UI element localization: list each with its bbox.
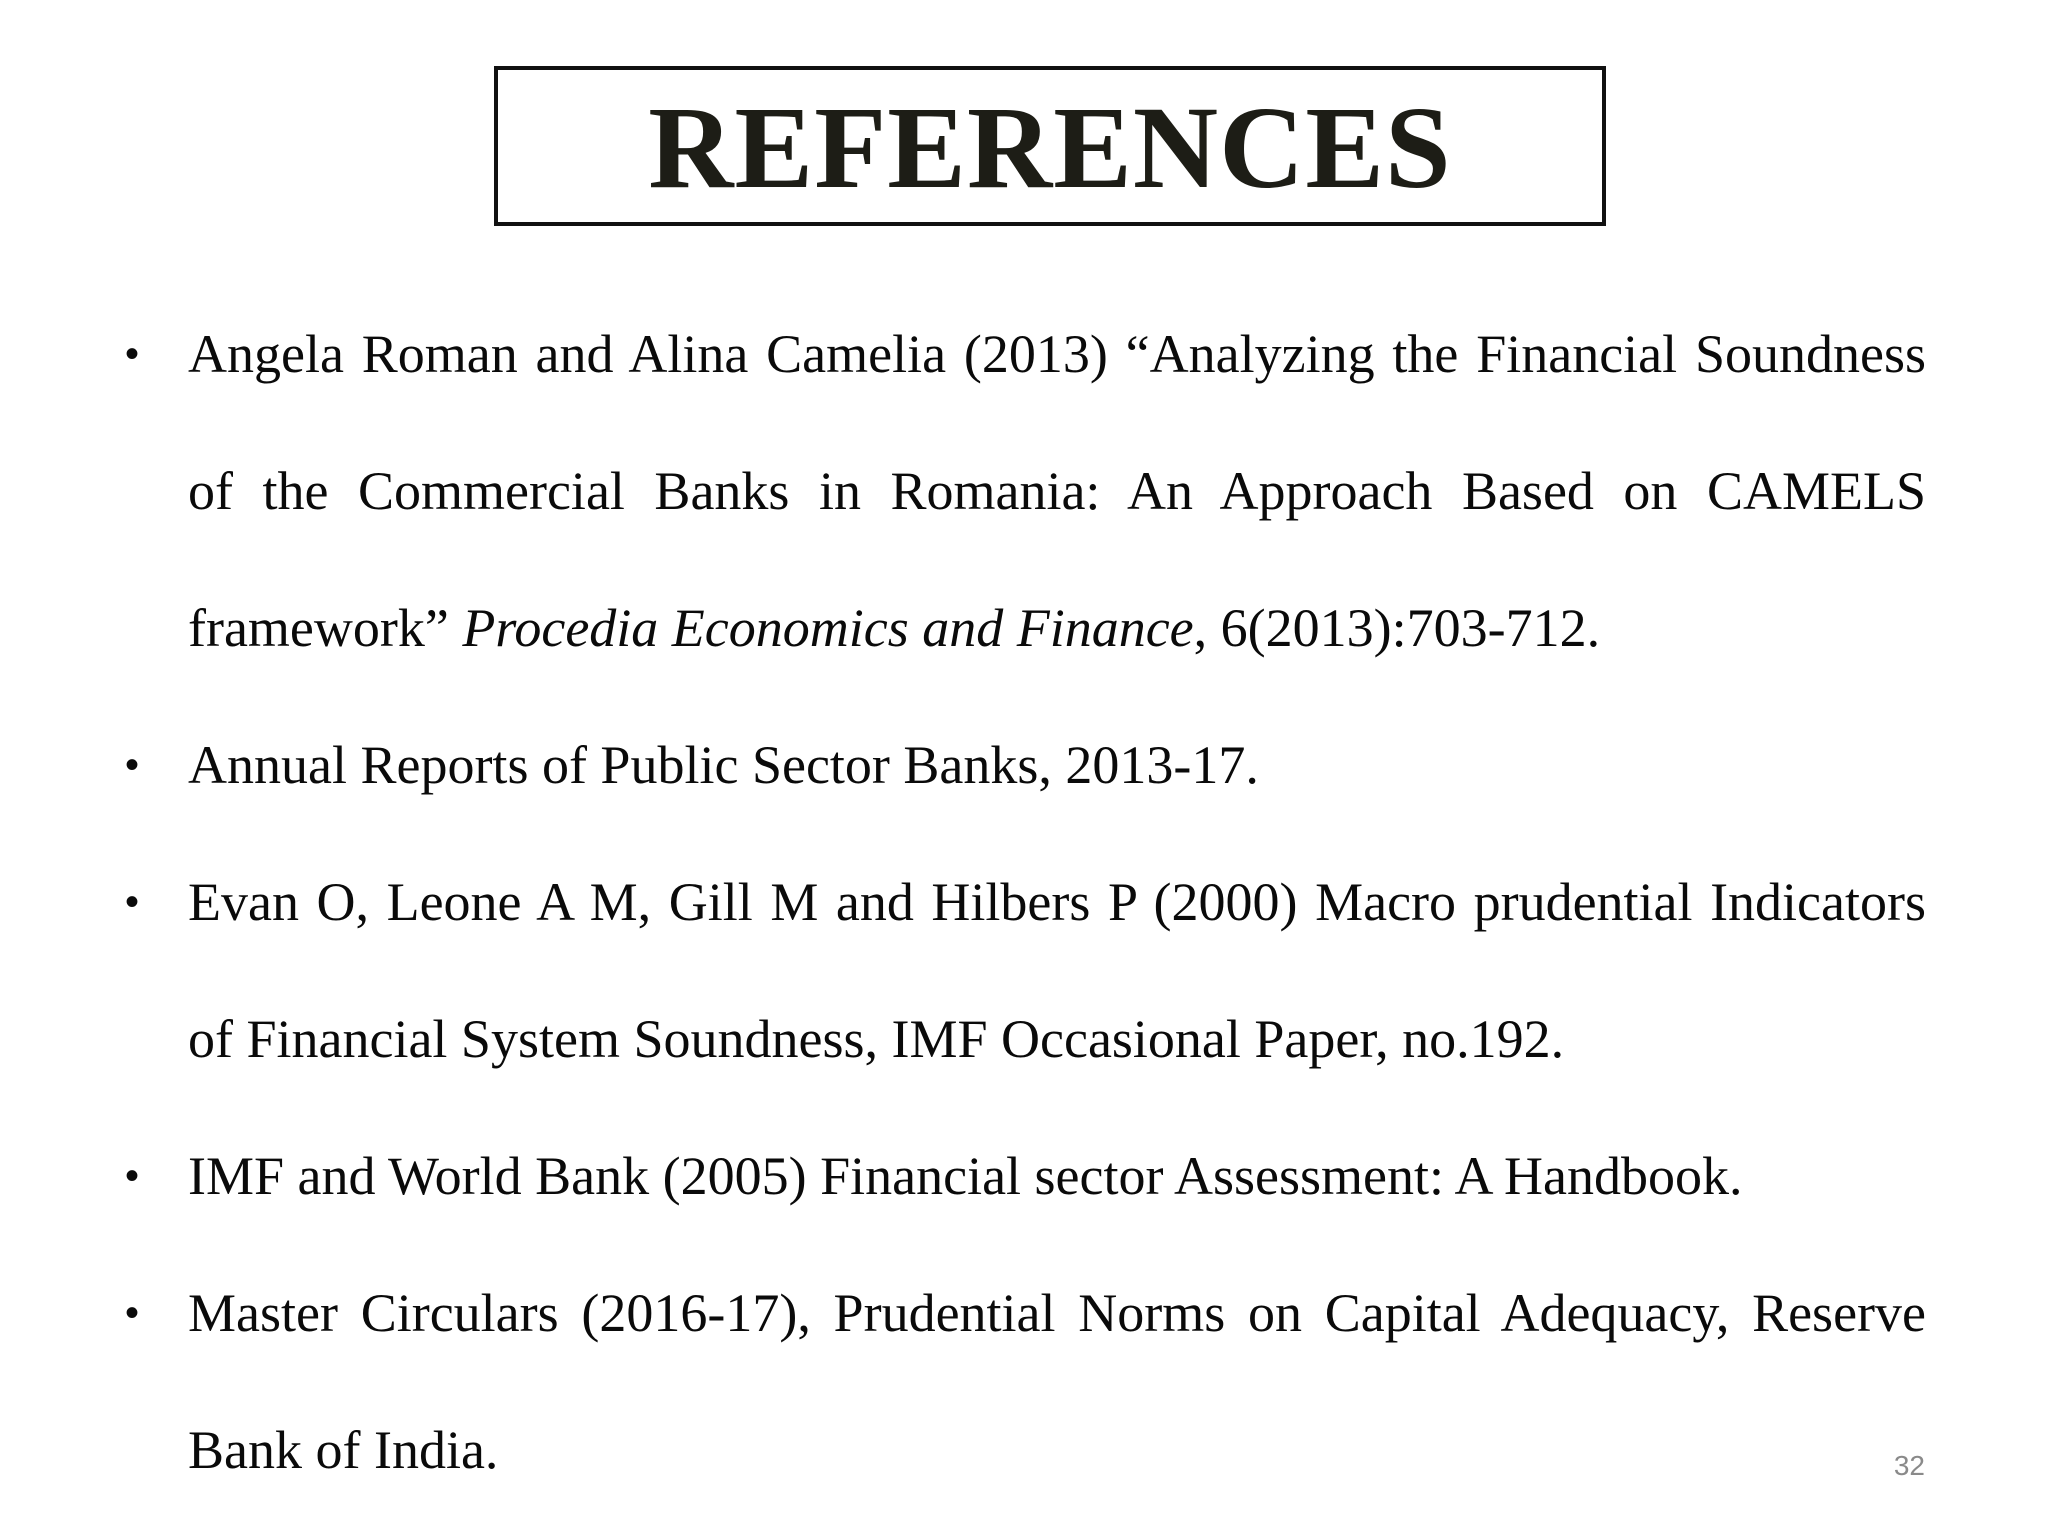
reference-item-4 <box>120 1108 1926 1245</box>
reference-list <box>120 286 1926 1519</box>
reference-volume: , 6(2013):703-712. <box>1193 598 1601 658</box>
reference-item-2 <box>120 697 1926 834</box>
bullet-icon: • <box>124 332 139 376</box>
reference-item-5 <box>120 1245 1926 1519</box>
bullet-icon: • <box>124 743 139 787</box>
page-number: 32 <box>1893 1450 1925 1481</box>
bullet-icon: • <box>124 880 139 924</box>
reference-citation: Angela Roman and Alina Camelia (2013) “Analyzing the Financial Soundness of the Commercial Banks in Romania: An Approach Based on CAMELS framework” <box>188 324 1926 658</box>
bullet-icon: • <box>124 1154 139 1198</box>
reference-item-3 <box>120 834 1926 1108</box>
reference-text: IMF and World Bank (2005) Financial sector Assessment: A Handbook. <box>188 1146 1743 1206</box>
reference-text: Annual Reports of Public Sector Banks, 2013-17. <box>188 735 1259 795</box>
reference-text <box>188 286 1926 697</box>
reference-text: Master Circulars (2016-17), Prudential Norms on Capital Adequacy, Reserve Bank of India. <box>188 1283 1926 1480</box>
title-box <box>494 66 1606 226</box>
reference-journal: Procedia Economics and Finance <box>462 598 1194 658</box>
page-title: REFERENCES <box>648 82 1452 213</box>
bullet-icon: • <box>124 1291 139 1335</box>
reference-text: Evan O, Leone A M, Gill M and Hilbers P (2000) Macro prudential Indicators of Financial System Soundness, IMF Occasional Paper, no.192. <box>188 872 1926 1069</box>
reference-item-1 <box>120 286 1926 697</box>
